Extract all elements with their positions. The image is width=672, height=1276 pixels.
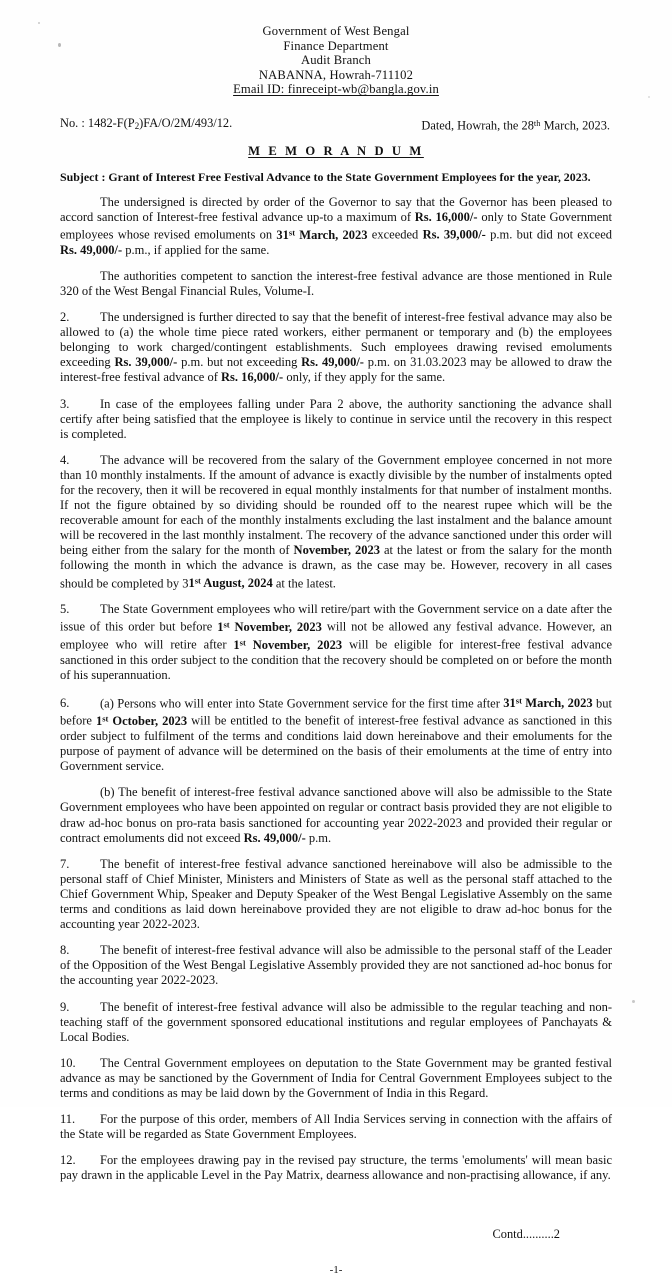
paragraph-number: 5.	[60, 602, 70, 617]
date-ordinal-suffix: th	[533, 117, 541, 128]
emphasis: Rs. 49,000/-	[60, 242, 123, 257]
paragraph-3: 3. In case of the employees falling under Para 2 above, the authority sanctioning the advance shall certify after being satisfied that the employee is likely to continue in service until the recovery in this respect is completed.	[60, 396, 612, 441]
emphasis: 31st March, 2023	[503, 695, 593, 711]
letterhead-line-address: NABANNA, Howrah-711102	[258, 67, 414, 82]
paragraph-11: 11. For the purpose of this order, members of All India Services serving in connection with the affairs of the State will be regarded as State Government Employees.	[60, 1112, 612, 1142]
letterhead-line-branch: Audit Branch	[300, 53, 371, 68]
letterhead-line-government: Government of West Bengal	[262, 24, 410, 38]
paragraph-number: 3.	[60, 396, 70, 411]
scan-speckle	[648, 96, 650, 98]
emphasis: 1st August, 2024	[188, 575, 273, 591]
emphasis: 1st November, 2023	[233, 636, 343, 652]
ordinal-suffix: st	[194, 575, 201, 586]
page-number: -1-	[329, 1264, 343, 1276]
paragraph-number: 9.	[60, 999, 70, 1014]
paragraph-opening: The undersigned is directed by order of the Governor to say that the Governor has been pleased to accord sanction of Interest-free festival advance up-to a maximum of Rs. 16,000/- only to State Government employees whose revised emoluments on 31st March, 2023 exceeded Rs. 39,000/- p.m. but did not exceed Rs. 49,000/- p.m., if applied for the same.	[60, 194, 613, 257]
emphasis: November, 2023	[293, 543, 381, 558]
emphasis: Rs. 49,000/-	[243, 830, 306, 845]
reference-prefix: No. : 1482-F(P	[60, 115, 135, 130]
emphasis: Rs. 39,000/-	[422, 227, 486, 242]
emphasis: 31st March, 2023	[276, 227, 368, 242]
paragraph-number: 10.	[60, 1055, 76, 1070]
reference-date-line	[60, 116, 612, 134]
emphasis: Rs. 16,000/-	[221, 370, 284, 385]
emphasis: Rs. 16,000/-	[414, 210, 478, 225]
scan-speckle	[632, 1000, 635, 1003]
paragraph-6a: 6. (a) Persons who will enter into State Government service for the first time after 31st March, 2023 but before 1st October, 2023 will be entitled to the benefit of interest-free festival advance as sanctioned in this order subject to fulfilment of the terms and conditions laid down hereinabove and their emoluments for the purpose of payment of advance will be determined on the basis of their emoluments at the time of entry into Government service.	[60, 695, 613, 774]
ordinal-suffix: st	[102, 713, 109, 724]
letterhead-email: Email ID: finreceipt-wb@bangla.gov.in	[233, 82, 439, 97]
paragraph-number: 6.	[60, 696, 70, 711]
letterhead	[60, 24, 612, 97]
letterhead-line-department: Finance Department	[283, 38, 389, 53]
continued-marker: Contd..........2	[492, 1227, 560, 1242]
paragraph-12: 12. For the employees drawing pay in the revised pay structure, the terms 'emoluments' will mean basic pay drawn in the applicable Level in the Pay Matrix, dearness allowance and non-practising allowance, if any.	[60, 1153, 612, 1183]
memo-date	[421, 116, 612, 134]
ordinal-suffix: st	[288, 227, 296, 238]
memorandum-heading	[60, 144, 612, 159]
paragraph-10: 10. The Central Government employees on deputation to the State Government may be granted festival advance as may be sanctioned by the Government of India for Central Government Employees subject to the terms and conditions as may be laid down by the Government of India in this Regard.	[60, 1055, 612, 1100]
paragraph-number: 8.	[60, 943, 70, 958]
paragraph-number: 2.	[60, 310, 70, 325]
document-content	[60, 24, 612, 1276]
emphasis: 1st October, 2023	[95, 713, 188, 729]
paragraph-4: 4. The advance will be recovered from the salary of the Government employee concerned in not more than 10 monthly instalments. If the amount of advance is exactly divisible by the number of instalments opted for the recovery, then it will be recovered in equal monthly instalments for that number of instalment months. If not the figure obtained by so dividing should be rounded off to the nearest rupee which will be the recoverable amount for each of the monthly instalments excluding the last instalment and the balance amount will be recovered in the last monthly instalment. The recovery of the advance sanctioned under this order will being either from the salary for the month of November, 2023 at the latest or from the salary for the month following the month in which the advance is drawn, as the case may be. However, recovery in all cases should be completed by 31st August, 2024 at the latest.	[60, 452, 612, 591]
paragraph-5: 5. The State Government employees who will retire/part with the Government service on a date after the issue of this order but before 1st November, 2023 will not be allowed any festival advance. However, an employee who will retire after 1st November, 2023 will be eligible for interest-free festival advance sanctioned in this order subject to the condition that the recovery should be completed on or before the month of his superannuation.	[60, 602, 613, 682]
emphasis: Rs. 49,000/-	[301, 355, 364, 370]
paragraph-number: 4.	[60, 452, 70, 467]
paragraph-2: 2. The undersigned is further directed to say that the benefit of interest-free festival advance may also be allowed to (a) the whole time piece rated workers, either permanent or temporary and (b) the employees belonging to work charged/contingent establishments. Such employees drawing revised emoluments exceeding Rs. 39,000/- p.m. but not exceeding Rs. 49,000/- p.m. on 31.03.2023 may be allowed to draw the interest-free festival advance of Rs. 16,000/- only, if they apply for the same.	[60, 310, 612, 385]
ordinal-suffix: st	[239, 636, 246, 647]
paragraph-number: 12.	[60, 1153, 76, 1168]
paragraph-number: 11.	[60, 1112, 76, 1127]
emphasis: 1st November, 2023	[217, 619, 322, 634]
ordinal-suffix: st	[515, 695, 522, 706]
paragraph-9: 9. The benefit of interest-free festival advance will also be admissible to the regular teaching and non-teaching staff of the government sponsored educational institutions and regular employees of Panchayats & Local Bodies.	[60, 999, 612, 1044]
paragraph-8: 8. The benefit of interest-free festival advance will also be admissible to the personal staff of the Leader of the Opposition of the West Bengal Legislative Assembly provided they are not sanctioned ad-hoc bonus for the accounting year 2022-2023.	[60, 943, 612, 988]
paragraph-7: 7. The benefit of interest-free festival advance sanctioned hereinabove will also be admissible to the personal staff of Chief Minister, Ministers and Ministers of State as well as the personal staff attached to the Chief Government Whip, Speaker and Deputy Speaker of the West Bengal Legislative Assembly on the same terms and conditions as laid down hereinabove provided they are not eligible to draw ad-hoc bonus for the accounting year 2022-2023.	[60, 856, 612, 932]
memo-reference-number	[60, 116, 232, 134]
paragraph-authorities: The authorities competent to sanction the interest-free festival advance are those mentioned in Rule 320 of the West Bengal Financial Rules, Volume-I.	[60, 268, 612, 298]
scan-speckle	[38, 22, 40, 24]
reference-subscript: 2	[134, 120, 140, 131]
memorandum-heading-text: M E M O R A N D U M	[248, 143, 424, 158]
subject-line: Subject : Grant of Interest Free Festival Advance to the State Government Employees for the year, 2023.	[60, 169, 591, 184]
paragraph-6b: (b) The benefit of interest-free festival advance sanctioned above will also be admissible to the State Government employees who have been appointed on regular or contract basis provided they are not eligible to draw ad-hoc bonus on pro-rata basis sanctioned for accounting year 2022-2023 and provided their regular or contract emoluments did not exceed Rs. 49,000/- p.m.	[60, 785, 612, 845]
ordinal-suffix: st	[223, 619, 230, 630]
date-prefix: Dated, Howrah, the 28	[421, 118, 534, 133]
reference-suffix: )FA/O/2M/493/12.	[139, 115, 233, 130]
emphasis: Rs. 39,000/-	[114, 355, 178, 370]
paragraph-number: 7.	[60, 856, 70, 871]
date-suffix: March, 2023.	[540, 118, 610, 133]
